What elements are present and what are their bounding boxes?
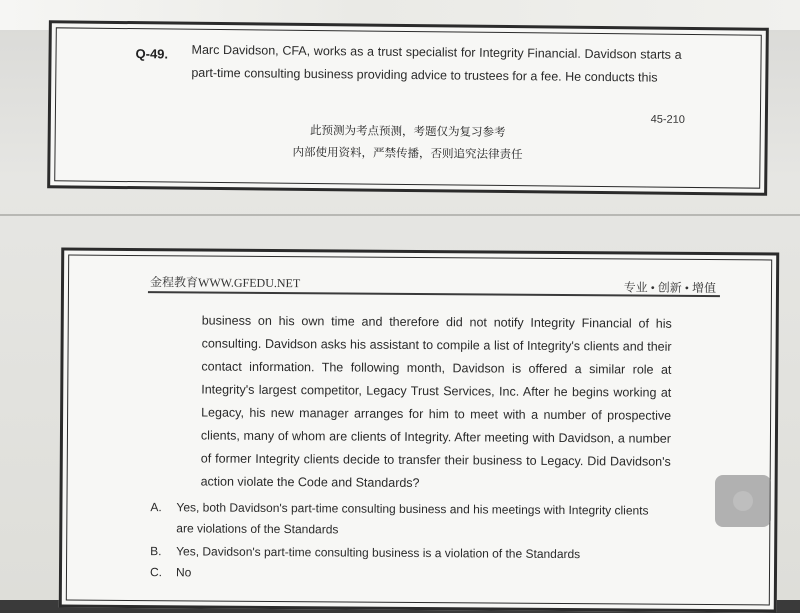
question-text-part1: Marc Davidson, CFA, works as a trust specialist for Integrity Financial. Davidson starts a part-time consulting business providing advice to trustees for a fee. He conducts this — [191, 42, 682, 85]
page-divider — [0, 214, 800, 216]
header-slogan: 专业 • 创新 • 增值 — [623, 280, 717, 296]
page-bottom — [59, 247, 779, 612]
floating-assistive-button[interactable] — [715, 475, 771, 527]
page-number: 45-210 — [650, 113, 685, 126]
option-letter: A. — [150, 500, 162, 515]
option-letter: B. — [150, 544, 162, 559]
option-letter: C. — [149, 565, 163, 580]
option-text: No — [175, 565, 192, 580]
question-number: Q-49. — [135, 46, 169, 62]
question-text-part2: business on his own time and therefore did not notify Integrity Financial of his consulting. Davidson asks his assistant to compile a list of Integrity's clients and their contact information. The following month, Davidson is offered a similar role at Integrity's largest competitor, Legacy Trust Services, Inc. After he begins working at Legacy, his new manager arranges for him to meet with a number of prospective clients, many of whom are clients of Integrity. After meeting with Davidson, a number of former Integrity clients decide to transfer their business to Legacy. Did Davidson's action violate the Code and Standards? — [200, 313, 672, 491]
header-brand: 金程教育WWW.GFEDU.NET — [149, 275, 301, 291]
notice-line-1: 此预测为考点预测，考题仅为复习参考 — [309, 124, 506, 140]
page-top — [47, 20, 769, 196]
option-text: Yes, Davidson's part-time consulting business is a violation of the Standards — [176, 544, 581, 562]
notice-line-2: 内部使用资料，严禁传播，否则追究法律责任 — [292, 146, 523, 162]
option-text: Yes, both Davidson's part-time consulting business and his meetings with Integrity clients are violations of the Standards — [176, 500, 649, 537]
assistive-touch-icon — [733, 491, 753, 511]
